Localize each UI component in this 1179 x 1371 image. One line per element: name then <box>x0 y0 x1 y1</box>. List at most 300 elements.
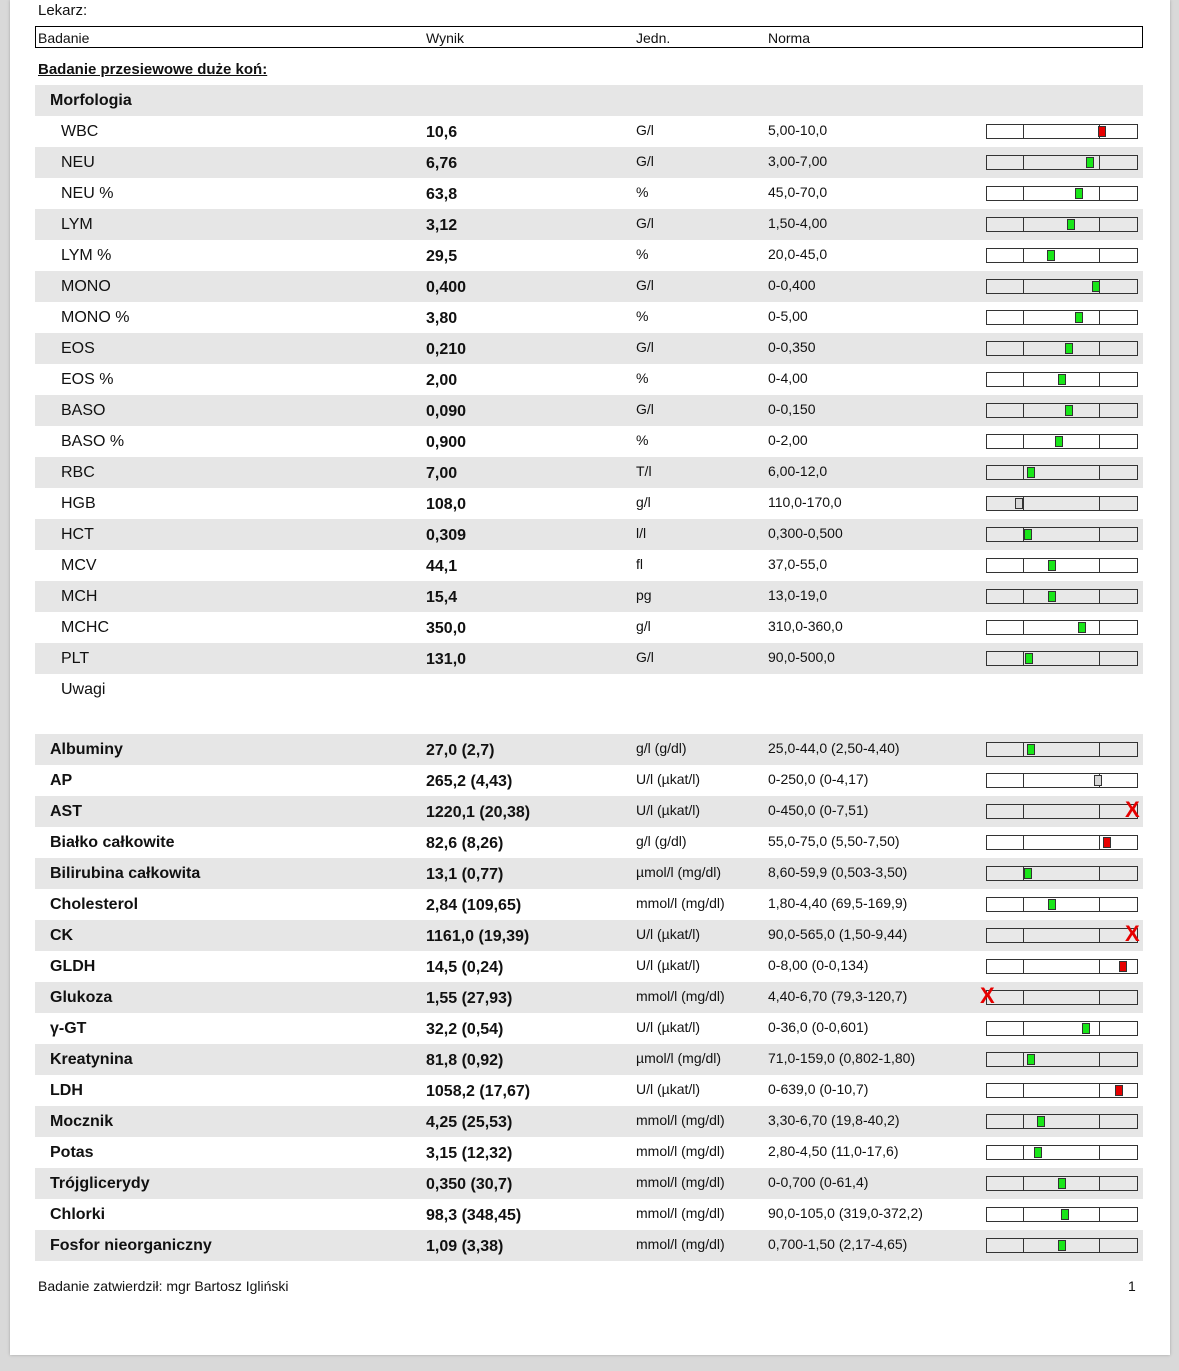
range-bar <box>986 1145 1138 1160</box>
range-bar <box>986 797 1140 822</box>
table-row <box>35 951 1143 982</box>
range-bar <box>986 959 1138 974</box>
value-marker <box>1058 1240 1066 1251</box>
test-norm: 71,0-159,0 (0,802-1,80) <box>768 1050 916 1066</box>
test-norm: 5,00-10,0 <box>768 122 828 138</box>
value-marker <box>1092 281 1100 292</box>
table-row <box>35 1199 1143 1230</box>
range-tick <box>1099 342 1100 355</box>
range-tick <box>1099 1084 1100 1097</box>
value-marker <box>1115 1085 1123 1096</box>
range-tick <box>1023 805 1024 818</box>
range-tick <box>1023 1084 1024 1097</box>
value-marker <box>1078 622 1086 633</box>
table-row <box>35 1044 1143 1075</box>
value-marker <box>1067 219 1075 230</box>
range-tick <box>1023 404 1024 417</box>
test-unit: G/l <box>636 277 654 293</box>
test-name: EOS <box>61 340 95 357</box>
test-unit: U/l (µkat/l) <box>636 1019 701 1035</box>
test-unit: g/l (g/dl) <box>636 740 687 756</box>
range-tick <box>1099 1177 1100 1190</box>
range-tick <box>1023 774 1024 787</box>
range-bar <box>986 279 1138 294</box>
range-tick <box>1099 743 1100 756</box>
range-tick <box>1023 280 1024 293</box>
test-value: 108,0 <box>426 496 467 513</box>
test-norm: 0-0,150 <box>768 401 816 417</box>
section-title: Badanie przesiewowe duże koń: <box>38 61 268 78</box>
range-tick <box>1099 805 1100 818</box>
table-row <box>35 1075 1143 1106</box>
range-tick <box>1023 125 1024 138</box>
table-row <box>35 734 1143 765</box>
range-tick <box>1099 867 1100 880</box>
range-tick <box>1099 373 1100 386</box>
test-value: 3,12 <box>426 217 458 234</box>
range-tick <box>1023 1053 1024 1066</box>
range-tick <box>1023 218 1024 231</box>
test-unit: % <box>636 246 649 262</box>
test-name: GLDH <box>50 958 96 975</box>
range-bar <box>986 1176 1138 1191</box>
table-row <box>35 395 1143 426</box>
range-bar <box>986 496 1138 511</box>
test-value: 265,2 (4,43) <box>426 773 513 790</box>
test-name: Cholesterol <box>50 896 139 913</box>
test-unit: g/l (g/dl) <box>636 833 687 849</box>
test-name: Chlorki <box>50 1206 106 1223</box>
test-norm: 45,0-70,0 <box>768 184 828 200</box>
range-bar <box>986 186 1138 201</box>
range-tick <box>1099 1115 1100 1128</box>
test-value: 7,00 <box>426 465 458 482</box>
range-bar <box>986 155 1138 170</box>
range-tick <box>1099 898 1100 911</box>
test-value: 10,6 <box>426 124 458 141</box>
page-number: 1 <box>1128 1278 1136 1294</box>
report-page <box>10 0 1170 1355</box>
test-unit: G/l <box>636 649 654 665</box>
test-value: 1,09 (3,38) <box>426 1238 504 1255</box>
range-tick <box>1099 960 1100 973</box>
table-row <box>35 889 1143 920</box>
range-bar <box>986 620 1138 635</box>
test-norm: 0-36,0 (0-0,601) <box>768 1019 869 1035</box>
table-row <box>35 116 1143 147</box>
range-tick <box>1023 590 1024 603</box>
range-bar <box>986 1083 1138 1098</box>
range-tick <box>1099 991 1100 1004</box>
test-unit: mmol/l (mg/dl) <box>636 1112 725 1128</box>
uwagi-label: Uwagi <box>61 681 106 698</box>
test-value: 2,00 <box>426 372 458 389</box>
table-row <box>35 271 1143 302</box>
range-tick <box>1023 311 1024 324</box>
range-tick <box>1023 1022 1024 1035</box>
value-marker <box>1034 1147 1042 1158</box>
test-unit: l/l <box>636 525 647 541</box>
test-value: 0,400 <box>426 279 467 296</box>
test-unit: U/l (µkat/l) <box>636 771 701 787</box>
test-value: 0,090 <box>426 403 467 420</box>
test-unit: U/l (µkat/l) <box>636 802 701 818</box>
range-bar <box>986 403 1138 418</box>
test-norm: 0,700-1,50 (2,17-4,65) <box>768 1236 908 1252</box>
range-tick <box>1099 249 1100 262</box>
test-unit: G/l <box>636 122 654 138</box>
test-norm: 0-450,0 (0-7,51) <box>768 802 869 818</box>
header-jedn: Jedn. <box>636 30 671 46</box>
range-tick <box>1099 590 1100 603</box>
range-bar <box>986 124 1138 139</box>
range-tick <box>1023 1239 1024 1252</box>
test-value: 6,76 <box>426 155 458 172</box>
range-bar <box>986 372 1138 387</box>
test-unit: % <box>636 432 649 448</box>
header-norma: Norma <box>768 30 811 46</box>
range-tick <box>1099 187 1100 200</box>
test-name: Fosfor nieorganiczny <box>50 1237 212 1254</box>
out-of-scale-icon: X <box>1125 797 1140 822</box>
test-unit: µmol/l (mg/dl) <box>636 1050 722 1066</box>
test-value: 1161,0 (19,39) <box>426 928 530 945</box>
range-tick <box>1023 991 1024 1004</box>
test-norm: 3,00-7,00 <box>768 153 828 169</box>
range-tick <box>1023 249 1024 262</box>
table-row <box>35 1013 1143 1044</box>
test-norm: 55,0-75,0 (5,50-7,50) <box>768 833 900 849</box>
test-unit: mmol/l (mg/dl) <box>636 895 725 911</box>
test-value: 32,2 (0,54) <box>426 1021 504 1038</box>
test-name: LDH <box>50 1082 83 1099</box>
test-norm: 0-639,0 (0-10,7) <box>768 1081 869 1097</box>
test-name: γ-GT <box>50 1020 87 1037</box>
range-tick <box>1023 1146 1024 1159</box>
table-row <box>35 147 1143 178</box>
range-tick <box>1099 156 1100 169</box>
test-unit: G/l <box>636 153 654 169</box>
value-marker <box>1037 1116 1045 1127</box>
table-row <box>35 796 1143 827</box>
range-bar <box>980 983 1138 1008</box>
value-marker <box>1048 899 1056 910</box>
table-row <box>35 612 1143 643</box>
approval-footer: Badanie zatwierdził: mgr Bartosz Igliński <box>38 1278 289 1294</box>
test-name: BASO <box>61 402 106 419</box>
test-norm: 0-0,350 <box>768 339 816 355</box>
table-row <box>35 1168 1143 1199</box>
range-tick <box>1023 497 1024 510</box>
table-row <box>35 1230 1143 1261</box>
test-value: 29,5 <box>426 248 458 265</box>
value-marker <box>1025 653 1033 664</box>
test-value: 1,55 (27,93) <box>426 990 513 1007</box>
test-name: AST <box>50 803 82 820</box>
value-marker <box>1027 744 1035 755</box>
range-tick <box>1023 435 1024 448</box>
range-tick <box>1023 621 1024 634</box>
test-name: WBC <box>61 123 99 140</box>
test-name: MCHC <box>61 619 109 636</box>
test-value: 3,15 (12,32) <box>426 1145 513 1162</box>
test-norm: 90,0-105,0 (319,0-372,2) <box>768 1205 923 1221</box>
test-name: AP <box>50 772 73 789</box>
test-norm: 0-4,00 <box>768 370 808 386</box>
table-row <box>35 1137 1143 1168</box>
test-name: MONO % <box>61 309 130 326</box>
header-badanie: Badanie <box>38 30 90 46</box>
range-tick <box>1099 621 1100 634</box>
range-tick <box>1023 652 1024 665</box>
test-unit: mmol/l (mg/dl) <box>636 1174 725 1190</box>
range-bar <box>986 866 1138 881</box>
test-value: 3,80 <box>426 310 458 327</box>
range-bar <box>986 589 1138 604</box>
test-value: 0,900 <box>426 434 467 451</box>
test-norm: 0-2,00 <box>768 432 808 448</box>
test-name: Glukoza <box>50 989 113 1006</box>
test-norm: 20,0-45,0 <box>768 246 828 262</box>
test-norm: 0,300-0,500 <box>768 525 843 541</box>
range-tick <box>1099 528 1100 541</box>
test-unit: T/l <box>636 463 652 479</box>
test-name: HGB <box>61 495 96 512</box>
value-marker <box>1103 837 1111 848</box>
value-marker <box>1098 126 1106 137</box>
test-norm: 1,80-4,40 (69,5-169,9) <box>768 895 908 911</box>
range-bar <box>986 310 1138 325</box>
test-value: 81,8 (0,92) <box>426 1052 504 1069</box>
value-marker <box>1058 1178 1066 1189</box>
test-norm: 37,0-55,0 <box>768 556 828 572</box>
range-bar <box>986 558 1138 573</box>
group-label: Morfologia <box>50 92 132 109</box>
test-norm: 0-8,00 (0-0,134) <box>768 957 869 973</box>
test-unit: g/l <box>636 618 651 634</box>
test-unit: G/l <box>636 339 654 355</box>
results-table <box>35 85 1143 1261</box>
range-tick <box>1023 187 1024 200</box>
value-marker <box>1119 961 1127 972</box>
test-unit: mmol/l (mg/dl) <box>636 1236 725 1252</box>
range-tick <box>1099 311 1100 324</box>
test-value: 63,8 <box>426 186 458 203</box>
test-name: MCV <box>61 557 97 574</box>
test-unit: G/l <box>636 215 654 231</box>
test-name: Albuminy <box>50 741 123 758</box>
test-unit: pg <box>636 587 652 603</box>
range-bar <box>986 897 1138 912</box>
test-unit: % <box>636 370 649 386</box>
test-unit: U/l (µkat/l) <box>636 1081 701 1097</box>
value-marker <box>1086 157 1094 168</box>
group-row-morfologia <box>35 85 1143 116</box>
range-tick <box>1023 1115 1024 1128</box>
range-bar <box>986 921 1140 946</box>
range-tick <box>1099 466 1100 479</box>
out-of-scale-icon: X <box>980 983 995 1008</box>
range-bar <box>986 1052 1138 1067</box>
range-bar <box>986 1238 1138 1253</box>
test-name: Białko całkowite <box>50 834 175 851</box>
table-row <box>35 920 1143 951</box>
range-bar <box>986 1114 1138 1129</box>
value-marker <box>1058 374 1066 385</box>
range-tick <box>1023 743 1024 756</box>
value-marker <box>1048 591 1056 602</box>
table-row <box>35 178 1143 209</box>
value-marker <box>1082 1023 1090 1034</box>
test-name: NEU % <box>61 185 114 202</box>
value-marker <box>1047 250 1055 261</box>
range-bar <box>986 742 1138 757</box>
test-value: 1220,1 (20,38) <box>426 804 531 821</box>
table-row <box>35 240 1143 271</box>
test-norm: 1,50-4,00 <box>768 215 828 231</box>
table-row <box>35 982 1143 1013</box>
range-tick <box>1023 342 1024 355</box>
value-marker <box>1065 405 1073 416</box>
test-unit: % <box>636 184 649 200</box>
range-tick <box>1023 1177 1024 1190</box>
table-row <box>35 209 1143 240</box>
table-row <box>35 364 1143 395</box>
range-tick <box>1099 836 1100 849</box>
test-norm: 0-0,700 (0-61,4) <box>768 1174 869 1190</box>
test-norm: 4,40-6,70 (79,3-120,7) <box>768 988 908 1004</box>
test-norm: 90,0-565,0 (1,50-9,44) <box>768 926 908 942</box>
table-row <box>35 827 1143 858</box>
range-tick <box>1023 466 1024 479</box>
range-tick <box>1023 373 1024 386</box>
test-name: CK <box>50 927 74 944</box>
range-tick <box>1023 156 1024 169</box>
test-name: Kreatynina <box>50 1051 133 1068</box>
test-unit: mmol/l (mg/dl) <box>636 1143 725 1159</box>
value-marker <box>1075 312 1083 323</box>
range-bar <box>986 835 1138 850</box>
test-value: 0,210 <box>426 341 467 358</box>
test-value: 98,3 (348,45) <box>426 1207 522 1224</box>
range-bar <box>986 248 1138 263</box>
header-wynik: Wynik <box>426 30 464 46</box>
doctor-label: Lekarz: <box>38 2 88 19</box>
test-name: Bilirubina całkowita <box>50 865 201 882</box>
table-header <box>35 26 1143 48</box>
range-tick <box>1099 1239 1100 1252</box>
range-tick <box>1099 497 1100 510</box>
range-bar <box>986 341 1138 356</box>
test-value: 82,6 (8,26) <box>426 835 504 852</box>
test-value: 44,1 <box>426 558 458 575</box>
test-unit: fl <box>636 556 643 572</box>
range-tick <box>1099 404 1100 417</box>
range-tick <box>1099 652 1100 665</box>
test-unit: % <box>636 308 649 324</box>
test-name: Potas <box>50 1144 94 1161</box>
table-row <box>35 488 1143 519</box>
value-marker <box>1024 868 1032 879</box>
test-name: MONO <box>61 278 111 295</box>
test-unit: U/l (µkat/l) <box>636 957 701 973</box>
test-norm: 3,30-6,70 (19,8-40,2) <box>768 1112 900 1128</box>
test-norm: 8,60-59,9 (0,503-3,50) <box>768 864 908 880</box>
table-row <box>35 581 1143 612</box>
range-tick <box>1099 559 1100 572</box>
range-tick <box>1099 1146 1100 1159</box>
range-tick <box>1023 929 1024 942</box>
table-row <box>35 333 1143 364</box>
test-norm: 110,0-170,0 <box>768 494 842 510</box>
value-marker <box>1065 343 1073 354</box>
value-marker <box>1075 188 1083 199</box>
table-row <box>35 457 1143 488</box>
range-bar <box>986 527 1138 542</box>
test-name: EOS % <box>61 371 114 388</box>
test-norm: 25,0-44,0 (2,50-4,40) <box>768 740 900 756</box>
table-row <box>35 643 1143 674</box>
test-name: PLT <box>61 650 90 667</box>
value-marker <box>1048 560 1056 571</box>
test-norm: 6,00-12,0 <box>768 463 828 479</box>
out-of-scale-icon: X <box>1125 921 1140 946</box>
value-marker <box>1027 1054 1035 1065</box>
test-value: 0,309 <box>426 527 467 544</box>
test-norm: 2,80-4,50 (11,0-17,6) <box>768 1143 899 1159</box>
range-tick <box>1099 1208 1100 1221</box>
test-value: 13,1 (0,77) <box>426 866 504 883</box>
range-tick <box>1099 929 1100 942</box>
test-name: HCT <box>61 526 94 543</box>
test-name: NEU <box>61 154 95 171</box>
test-value: 1058,2 (17,67) <box>426 1083 531 1100</box>
range-bar <box>986 465 1138 480</box>
value-marker <box>1094 775 1102 786</box>
table-row <box>35 550 1143 581</box>
test-name: LYM <box>61 216 93 233</box>
test-unit: g/l <box>636 494 651 510</box>
range-bar <box>986 773 1138 788</box>
test-norm: 310,0-360,0 <box>768 618 843 634</box>
range-tick <box>1099 218 1100 231</box>
test-name: Trójglicerydy <box>50 1175 150 1192</box>
test-name: MCH <box>61 588 98 605</box>
value-marker <box>1015 498 1023 509</box>
test-norm: 0-5,00 <box>768 308 808 324</box>
range-tick <box>1099 435 1100 448</box>
range-tick <box>1023 836 1024 849</box>
range-tick <box>1023 1208 1024 1221</box>
test-name: RBC <box>61 464 95 481</box>
test-unit: µmol/l (mg/dl) <box>636 864 722 880</box>
value-marker <box>1061 1209 1069 1220</box>
test-unit: U/l (µkat/l) <box>636 926 701 942</box>
range-tick <box>1023 559 1024 572</box>
uwagi-row <box>35 674 1143 705</box>
table-row <box>35 858 1143 889</box>
value-marker <box>1055 436 1063 447</box>
test-norm: 90,0-500,0 <box>768 649 835 665</box>
table-row <box>35 426 1143 457</box>
range-bar <box>986 651 1138 666</box>
test-value: 4,25 (25,53) <box>426 1114 513 1131</box>
test-value: 27,0 (2,7) <box>426 742 495 759</box>
test-name: Mocznik <box>50 1113 114 1130</box>
test-unit: mmol/l (mg/dl) <box>636 988 725 1004</box>
range-tick <box>1023 898 1024 911</box>
range-tick <box>1023 960 1024 973</box>
